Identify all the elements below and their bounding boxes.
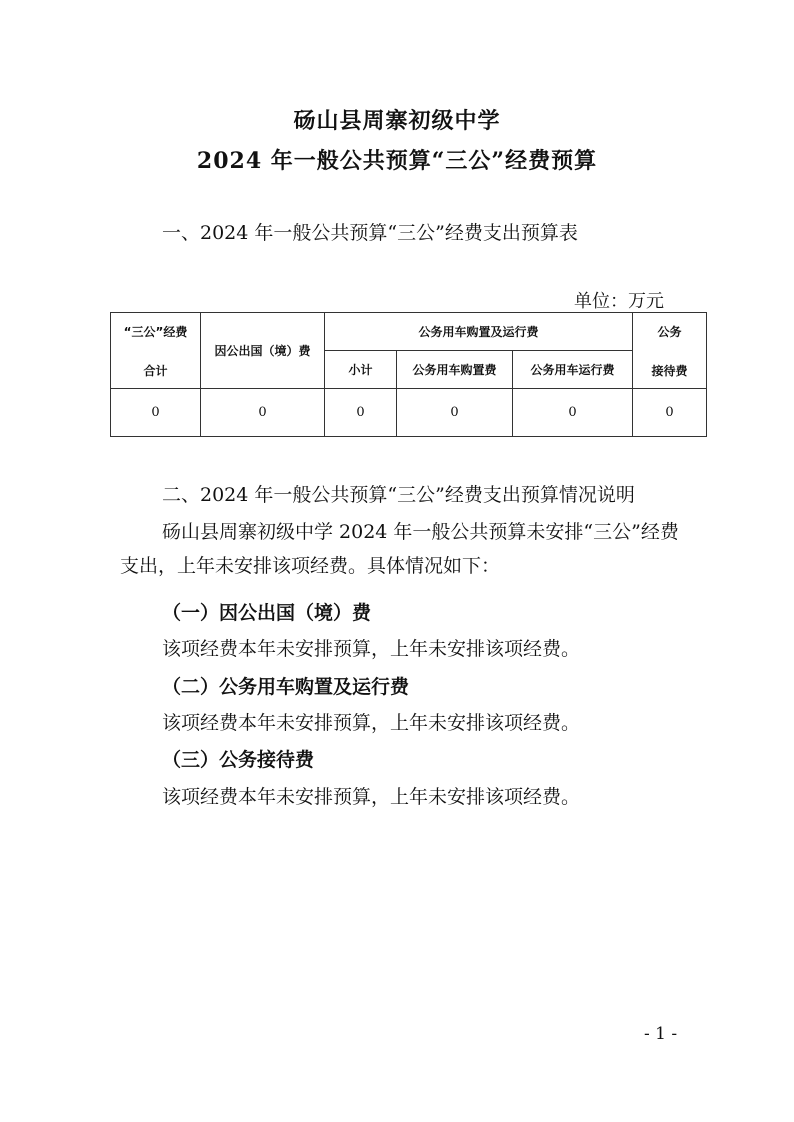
header-vehicle-group: 公务用车购置及运行费: [325, 313, 633, 351]
intro-paragraph: 砀山县周寨初级中学 2024 年一般公共预算未安排“三公”经费支出，上年未安排该项经费。具体情况如下：: [120, 521, 679, 577]
value-subtotal: 0: [325, 389, 397, 437]
value-total: 0: [111, 389, 201, 437]
header-reception-top: 公务: [657, 324, 682, 339]
item2-body: 该项经费本年未安排预算，上年未安排该项经费。: [162, 712, 581, 734]
section2-heading: 二、2024 年一般公共预算“三公”经费支出预算情况说明: [162, 484, 635, 506]
header-total-top: “三公”经费: [123, 324, 188, 339]
value-abroad: 0: [201, 389, 325, 437]
item1-body: 该项经费本年未安排预算，上年未安排该项经费。: [162, 638, 581, 660]
section1-heading: 一、2024 年一般公共预算“三公”经费支出预算表: [162, 222, 578, 244]
item3-heading: （三）公务接待费: [162, 749, 315, 771]
header-operation: 公务用车运行费: [513, 351, 633, 389]
document-title-line1: 砀山县周寨初级中学: [293, 108, 501, 134]
header-total-bottom: 合计: [143, 363, 168, 378]
header-purchase: 公务用车购置费: [397, 351, 513, 389]
value-reception: 0: [633, 389, 707, 437]
header-abroad: 因公出国（境）费: [201, 313, 325, 389]
budget-table: [110, 312, 707, 437]
item3-body: 该项经费本年未安排预算，上年未安排该项经费。: [162, 786, 581, 808]
item2-heading: （二）公务用车购置及运行费: [162, 676, 410, 698]
value-operation: 0: [513, 389, 633, 437]
page-number: - 1 -: [644, 1024, 678, 1044]
item1-heading: （一）因公出国（境）费: [162, 602, 372, 624]
table-row: [111, 389, 707, 437]
header-total: [111, 313, 201, 389]
header-reception-bottom: 接待费: [651, 363, 688, 378]
header-subtotal: 小计: [325, 351, 397, 389]
value-purchase: 0: [397, 389, 513, 437]
unit-label: 单位：万元: [574, 291, 664, 312]
document-title-line2: 2024 年一般公共预算“三公”经费预算: [196, 148, 598, 174]
header-reception: [633, 313, 707, 389]
